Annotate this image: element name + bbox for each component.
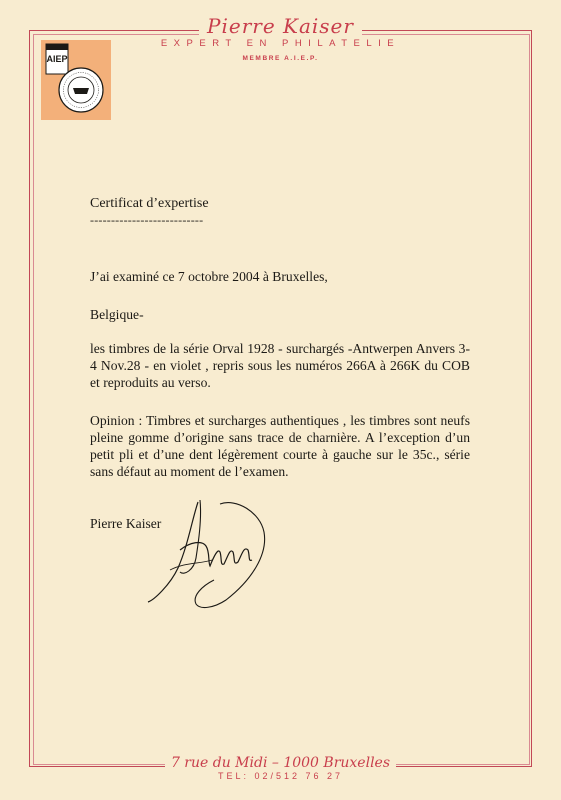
certificate-title: Certificat d’expertise (90, 196, 209, 211)
handwritten-signature (140, 490, 270, 615)
letterhead-name (0, 14, 561, 38)
paragraph-stamps: les timbres de la série Orval 1928 - surchargés -Antwerpen Anvers 3-4 Nov.28 - en violet , repris sous les numéros 266A à 266K du COB et reproduits au verso. (90, 341, 470, 390)
paragraph-date: J’ai examiné ce 7 octobre 2004 à Bruxelles, (90, 269, 328, 284)
paragraph-opinion: Opinion : Timbres et surcharges authentiques , les timbres sont neufs pleine gomme d’origine sans trace de charnière. A l’exception d’un petit pli et d’une dent légèrement courte à gauche sur le 35c., série sans défaut au moment de l’examen. (90, 413, 470, 479)
aiep-logo (41, 40, 111, 120)
letterhead-subtitle: EXPERT EN PHILATELIE (160, 38, 401, 49)
title-underline: --------------------------- (90, 213, 204, 227)
letterhead-member: MEMBRE A.I.E.P. (242, 55, 319, 62)
letterhead-name-text: Pierre Kaiser (199, 14, 362, 38)
inner-border (33, 34, 530, 765)
footer-address-text: 7 rue du Midi – 1000 Bruxelles (165, 755, 396, 771)
signer-name: Pierre Kaiser (90, 516, 162, 531)
footer-address (0, 755, 561, 771)
svg-text:AIEP: AIEP (46, 54, 68, 64)
paragraph-country: Belgique- (90, 307, 144, 322)
footer-phone: TEL: 02/512 76 27 (217, 771, 344, 781)
